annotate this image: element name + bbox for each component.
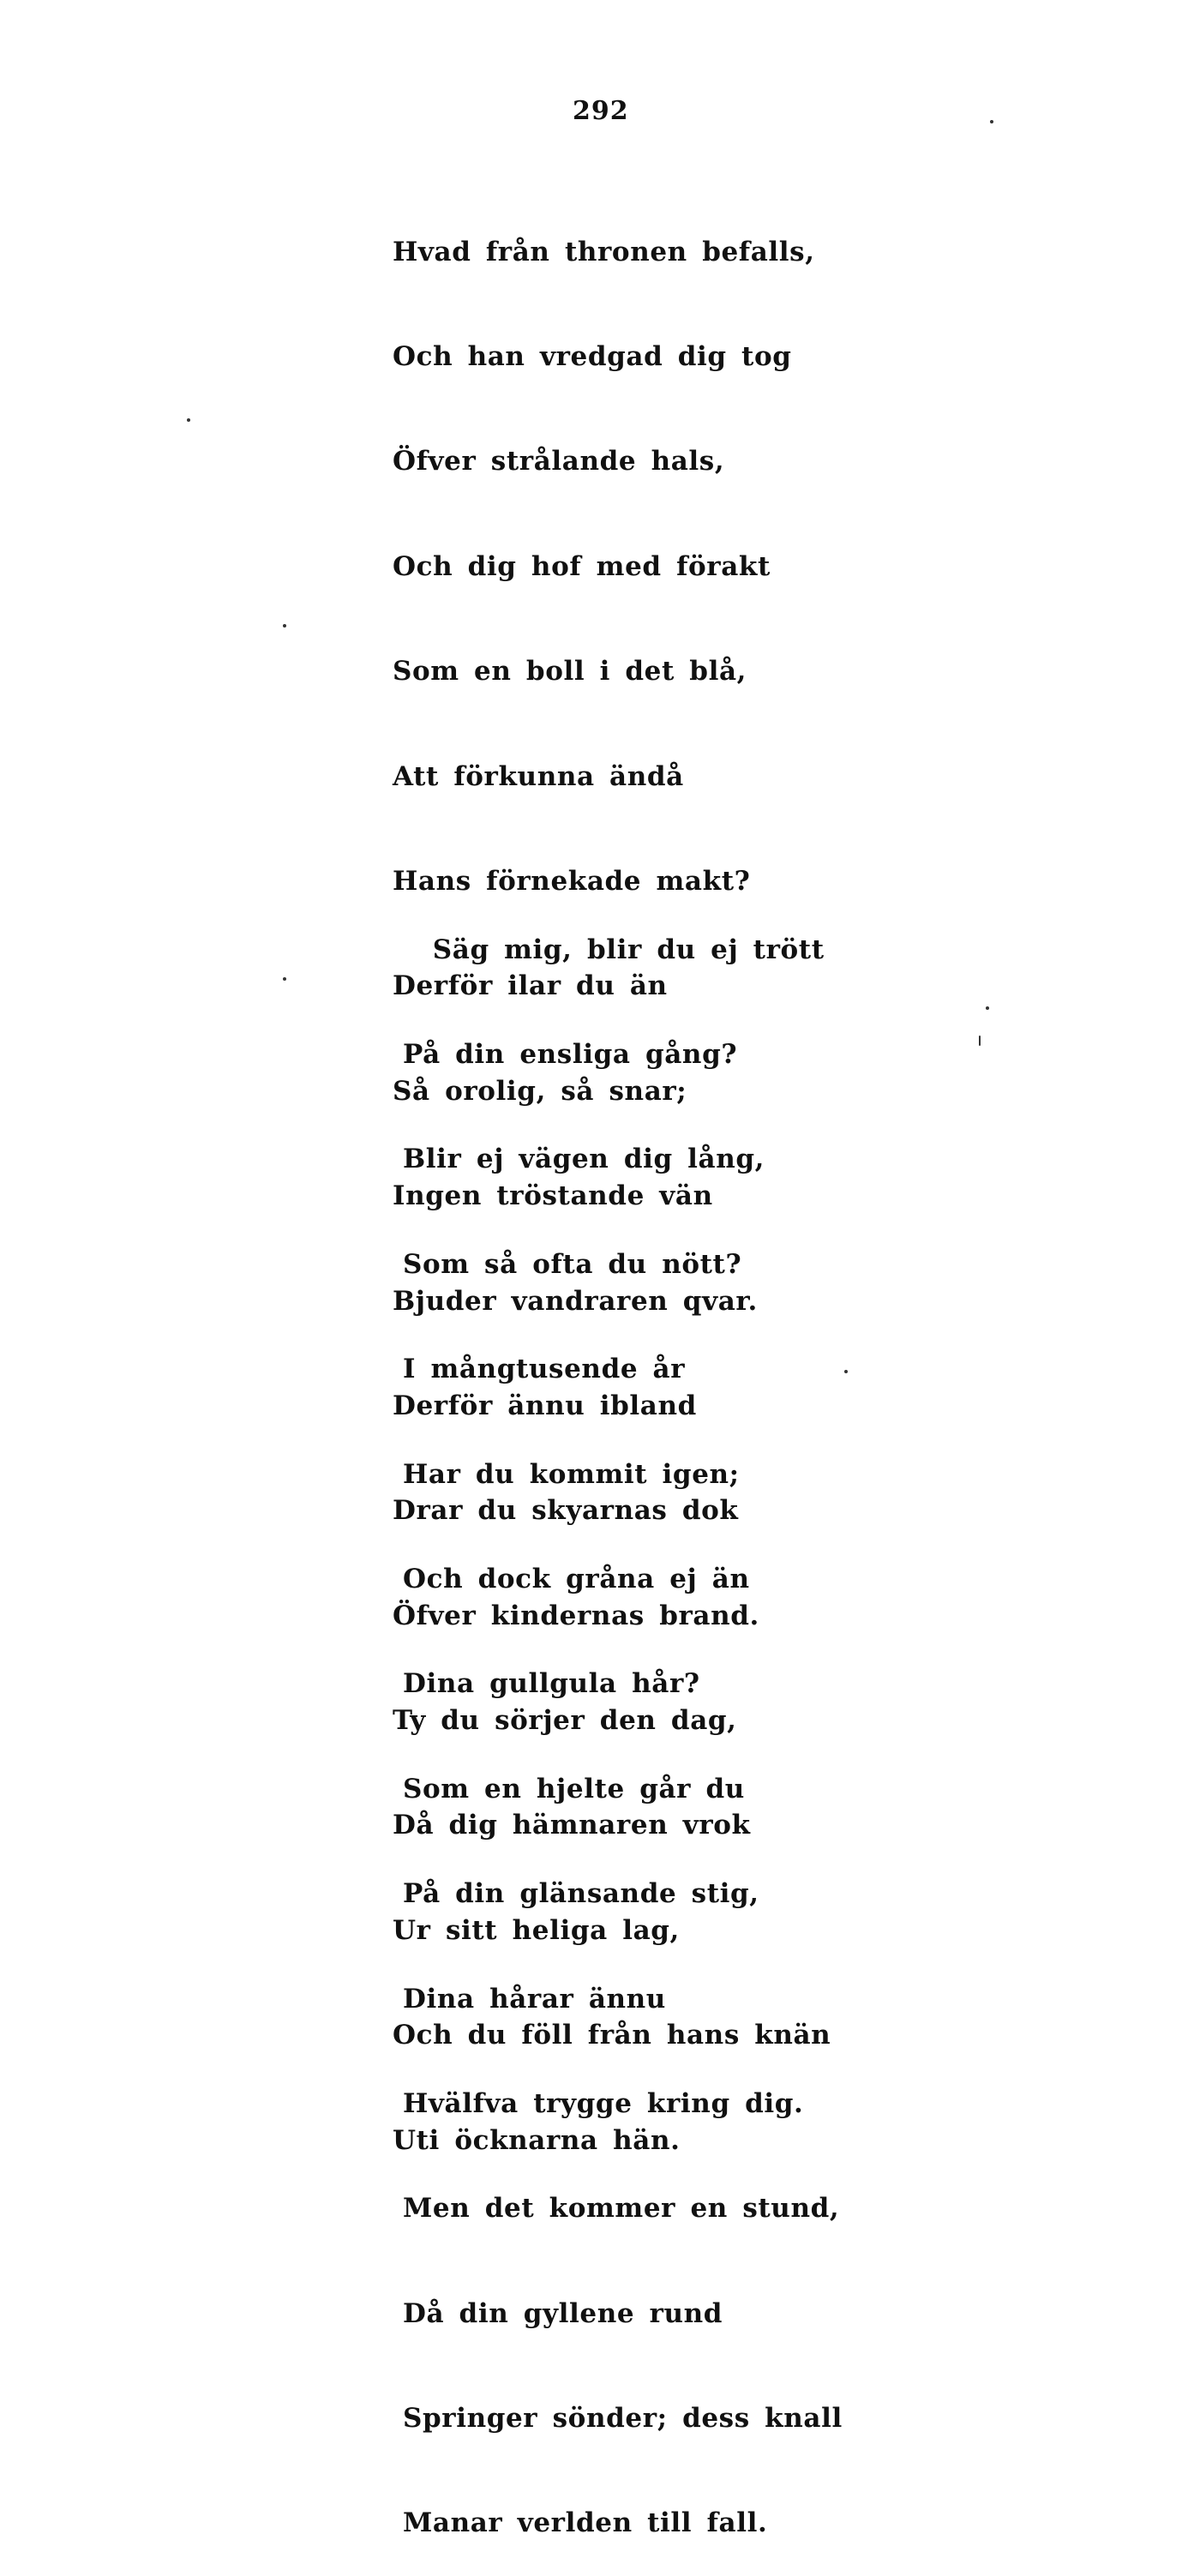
scan-speck: [283, 624, 286, 627]
poem-line: Som en hjelte går du: [403, 1773, 745, 1804]
poem-line: Öfver kindernas brand.: [393, 1600, 759, 1631]
poem-line: Och du föll från hans knän: [393, 2020, 831, 2051]
poem-line: Uti öcknarna hän.: [393, 2124, 681, 2156]
poem-line: Och han vredgad dig tog: [393, 340, 792, 372]
poem-line: Ur sitt heliga lag,: [393, 1914, 680, 1946]
poem-line: Som en boll i det blå,: [393, 656, 747, 688]
poem-line: Derför ilar du än: [393, 970, 668, 1002]
poem-line: Och dig hof med förakt: [393, 550, 771, 582]
poem-line: Som så ofta du nött?: [403, 1248, 742, 1280]
poem-line: På din ensliga gång?: [403, 1038, 738, 1070]
scan-speck: [187, 418, 190, 422]
poem-line: Men det kommer en stund,: [403, 2193, 840, 2225]
poem-line: Då din gyllene rund: [403, 2297, 723, 2329]
poem-line: Drar du skyarnas dok: [393, 1495, 739, 1527]
poem-line: Dina hårar ännu: [403, 1983, 666, 2015]
scan-speck: [990, 120, 993, 123]
poem-line: Springer sönder; dess knall: [403, 2403, 843, 2435]
poem-line: Öfver strålande hals,: [393, 446, 725, 477]
poem-line: Hvad från thronen befalls,: [393, 236, 815, 267]
poem-line: Ingen tröstande vän: [393, 1180, 713, 1212]
scan-speck: [979, 1036, 981, 1046]
page-number: 292: [573, 96, 629, 126]
poem-line: Derför ännu ibland: [393, 1390, 697, 1421]
poem-line: Manar verlden till fall.: [403, 2507, 768, 2539]
poem-line: Då dig hämnaren vrok: [393, 1810, 751, 1841]
poem-line: Hans förnekade makt?: [393, 865, 751, 897]
poem-line: Har du kommit igen;: [403, 1458, 740, 1490]
scan-speck: [844, 1370, 848, 1373]
poem-line: Säg mig, blir du ej trött: [403, 934, 825, 965]
poem-line: Och dock gråna ej än: [403, 1563, 750, 1594]
poem-stanza-2: [403, 862, 843, 2576]
poem-line: Bjuder vandraren qvar.: [393, 1285, 758, 1317]
poem-line: Att förkunna ändå: [393, 760, 684, 792]
poem-line: Hvälfva trygge kring dig.: [403, 2087, 804, 2119]
poem-line: Så orolig, så snar;: [393, 1075, 687, 1107]
poem-line: Blir ej vägen dig lång,: [403, 1144, 765, 1175]
poem-line: I mångtusende år: [403, 1354, 686, 1385]
poem-line: På din glänsande stig,: [403, 1878, 759, 1910]
poem-line: Dina gullgula hår?: [403, 1668, 700, 1700]
scan-speck: [986, 1006, 989, 1010]
poem-line: Ty du sörjer den dag,: [393, 1705, 737, 1737]
scan-speck: [283, 977, 286, 981]
